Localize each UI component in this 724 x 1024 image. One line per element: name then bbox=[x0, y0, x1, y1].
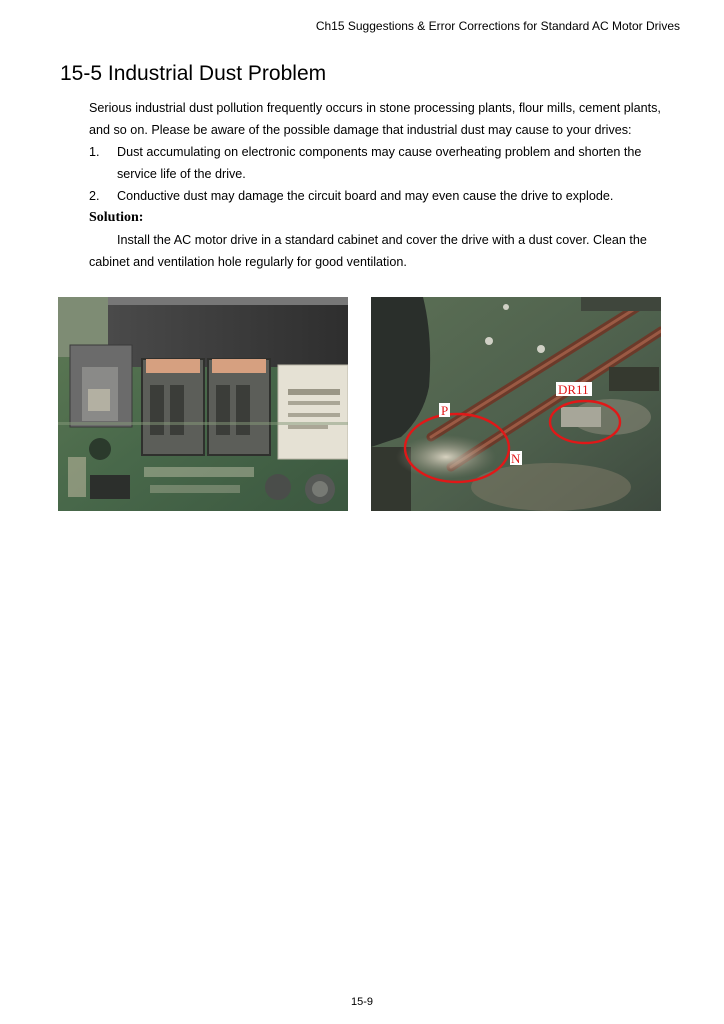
label-n: N bbox=[511, 451, 521, 466]
list-item bbox=[89, 141, 684, 185]
section-title: 15-5 Industrial Dust Problem bbox=[60, 62, 327, 85]
solution-label: Solution: bbox=[89, 210, 144, 225]
list-text: Dust accumulating on electronic components may cause overheating problem and shorten the service life of the drive. bbox=[117, 145, 642, 181]
solution-paragraph: Install the AC motor drive in a standard cabinet and cover the drive with a dust cover. Clean the cabinet and ventilation hole regularly for good ventilation. bbox=[89, 233, 647, 269]
circuit-board-photo bbox=[58, 297, 348, 511]
list-number: 1. bbox=[89, 145, 100, 159]
dusty-board-photo bbox=[371, 297, 661, 511]
page-number: 15-9 bbox=[350, 996, 374, 1008]
list-number: 2. bbox=[89, 189, 100, 203]
list-item bbox=[89, 185, 684, 207]
running-header: Ch15 Suggestions & Error Corrections for Standard AC Motor Drives bbox=[315, 19, 680, 33]
intro-paragraph: Serious industrial dust pollution frequently occurs in stone processing plants, flour mills, cement plants, and so on. Please be aware of the possible damage that industrial dust may cause to your drives: bbox=[89, 101, 661, 137]
list-text: Conductive dust may damage the circuit board and may even cause the drive to explode. bbox=[117, 189, 614, 203]
body-text bbox=[89, 97, 684, 273]
label-p: P bbox=[441, 403, 449, 418]
label-dr11: DR11 bbox=[558, 382, 589, 397]
